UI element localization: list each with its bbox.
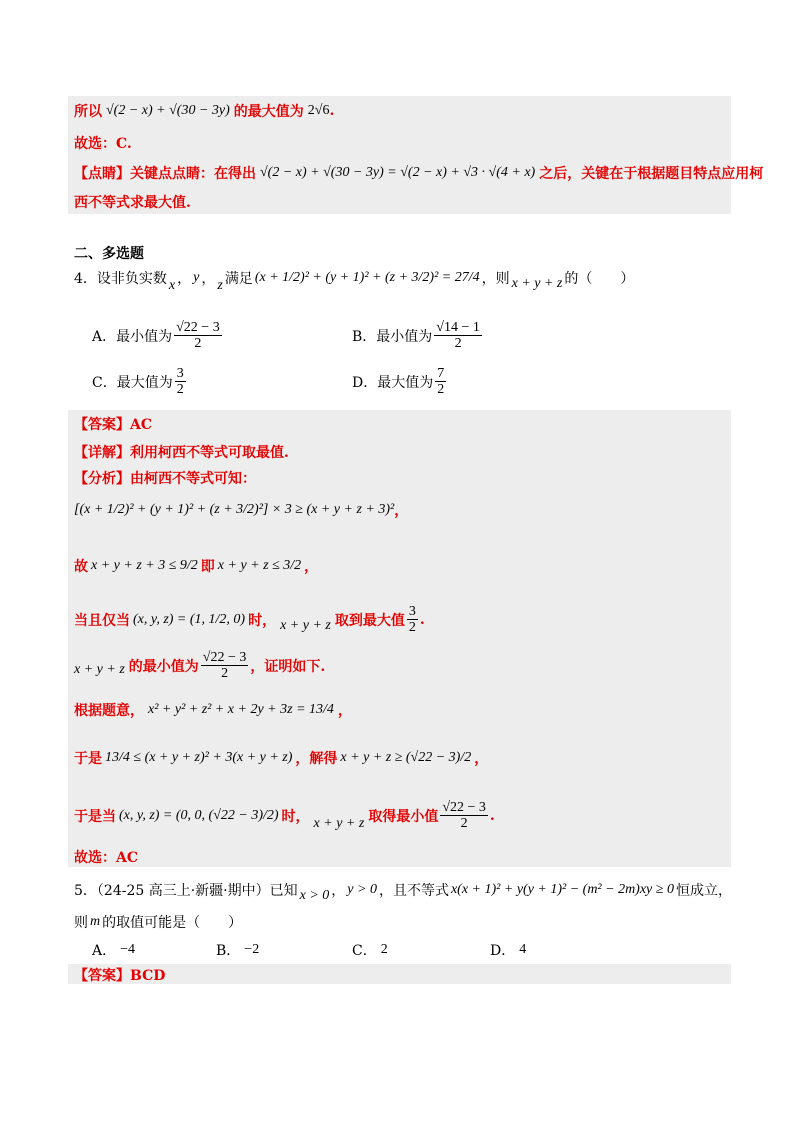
q4-step7 [74,800,495,831]
text: 【详解】利用柯西不等式可取最值. [74,445,289,461]
option-label: A． [92,943,117,959]
text: ， [394,503,409,519]
prev-choice-line [74,133,132,153]
option-label: D． [490,943,516,959]
prev-note-line [74,163,763,183]
text: ， [304,559,319,575]
text: ，则 [481,271,510,287]
math-inequality: [(x + 1/2)² + (y + 1)² + (z + 3/2)²] × 3 ≥ (x + y + z + 3)² [74,502,395,517]
fraction [201,650,249,681]
fraction-num: √14 − 1 [436,320,480,335]
option-value: 2 [380,942,388,957]
prev-max-line [74,101,334,121]
q5-stem [74,880,732,903]
math-var: y [193,270,200,285]
fraction-den: 2 [454,336,462,351]
text: 当且仅当 [74,612,130,629]
math-inequality: x + y + z ≤ 3/2 [217,558,302,573]
math-expr: (x, y, z) = (0, 0, (√22 − 3)/2) [119,807,279,823]
q4-option-b [352,320,484,351]
text: ， [337,703,352,719]
fraction-den: 2 [176,382,184,397]
math-var: x [168,278,176,293]
q4-final [74,847,138,867]
text: 的最大值为 [233,104,304,120]
text: 即 [200,559,215,575]
text: 时， [248,612,277,629]
text: 则 [74,915,88,931]
math-equation: x² + y² + z² + x + 2y + 3z = 13/4 [148,702,334,717]
fraction-num: 7 [437,366,445,381]
q5-option-a [92,940,135,960]
q4-option-c [92,366,188,397]
text: 5．（24-25 高三上·新疆·期中）已知 [74,883,298,899]
text: 【点睛】关键点点睛：在得出 [74,166,256,182]
text: ， [201,271,216,287]
fraction-num: 3 [408,604,416,619]
q4-step2 [74,556,318,576]
q4-step5 [74,700,352,720]
fraction [174,320,222,351]
text: 故选：C. [74,136,132,152]
fraction-num: 3 [176,366,184,381]
q5-option-b [216,940,259,960]
math-value: 2√6 [307,103,330,118]
q4-option-d [352,366,448,397]
fraction-num: √22 − 3 [176,320,220,335]
math-var: m [90,914,101,929]
text: . [419,611,425,628]
math-expr: x + y + z [74,661,125,677]
q4-stem [74,268,635,293]
text: ， [177,271,192,287]
fraction-den: 2 [460,816,468,831]
q5-option-c [352,940,388,960]
math-inequality: x + y + z + 3 ≤ 9/2 [91,558,198,573]
fraction [407,604,418,635]
option-label: A．最小值为 [92,328,173,345]
text: . [329,103,335,119]
option-value: −2 [244,942,260,957]
option-label: B．最小值为 [352,328,433,345]
text: . [489,807,495,824]
text: 取得最小值 [368,808,439,825]
math-inequality: y > 0 [347,882,377,897]
fraction-num: √22 − 3 [202,650,247,665]
text: ， [331,883,346,899]
text: 时， [281,808,310,825]
q5-option-d [490,940,526,960]
text: ， [474,751,489,767]
math-var: z [217,278,223,293]
section-title: 二、多选题 [74,246,144,262]
text: 【答案】AC [74,417,153,433]
math-expr: (x, y, z) = (1, 1/2, 0) [133,611,246,627]
fraction [434,320,482,351]
option-label: D．最大值为 [352,374,434,391]
fraction-num: √22 − 3 [442,800,486,815]
text: 4．设非负实数 [74,271,167,287]
fraction [435,366,446,397]
q4-answer [74,414,152,434]
math-expr: √(2 − x) + √(30 − 3y) [106,103,230,118]
math-expr: √(2 − x) + √(30 − 3y) = √(2 − x) + √3 · √(4 + x) [260,165,536,180]
option-value: 4 [519,942,527,957]
math-expr: x + y + z [280,617,331,633]
text: 根据题意， [74,703,144,719]
text: 【分析】由柯西不等式可知： [74,471,256,487]
option-label: C．最大值为 [92,374,173,391]
text: ，且不等式 [378,883,449,899]
q4-cauchy-ineq [74,500,408,520]
text: 的取值可能是（ ） [102,915,243,931]
q5-answer-block [68,964,731,984]
text: 西不等式求最大值. [74,195,191,211]
q4-step6 [74,748,488,768]
fraction [440,800,488,831]
fraction-den: 2 [437,382,445,397]
option-label: B． [216,943,241,959]
math-expr: x + y + z [313,815,365,831]
q4-analysis [74,468,256,488]
text: 取到最大值 [334,612,405,629]
fraction-den: 2 [194,336,202,351]
math-inequality: x(x + 1)² + y(y + 1)² − (m² − 2m)xy ≥ 0 [450,882,674,897]
q5-stem-2 [74,912,242,932]
text: 恒成立， [675,883,732,899]
q4-detail [74,442,289,462]
math-inequality: 13/4 ≤ (x + y + z)² + 3(x + y + z) [105,750,293,765]
text: 的（ ） [564,271,635,287]
q4-step3 [74,604,425,635]
math-expr: x + y + z [511,276,563,291]
text: 于是当 [74,808,116,825]
q4-step4 [74,650,325,681]
option-label: C． [352,943,377,959]
text: 于是 [74,751,102,767]
fraction [175,366,186,397]
text: 满足 [224,271,253,287]
text: ，证明如下. [250,658,326,675]
fraction-den: 2 [221,666,229,681]
q4-option-a [92,320,224,351]
option-value: −4 [120,942,136,957]
text: 之后，关键在于根据题目特点应用柯 [539,166,764,182]
prev-note-line-2 [74,192,191,212]
math-equation: (x + 1/2)² + (y + 1)² + (z + 3/2)² = 27/4 [254,270,480,285]
text: 故选：AC [74,850,139,866]
text: ，解得 [295,751,338,767]
text: 所以 [74,104,102,120]
text: 的最小值为 [128,658,199,675]
text: 故 [74,559,88,575]
math-inequality: x + y + z ≥ (√22 − 3)/2 [340,750,472,765]
math-inequality: x > 0 [299,888,330,903]
text: 【答案】BCD [74,968,166,984]
q5-answer [74,965,165,985]
fraction-den: 2 [408,620,416,635]
